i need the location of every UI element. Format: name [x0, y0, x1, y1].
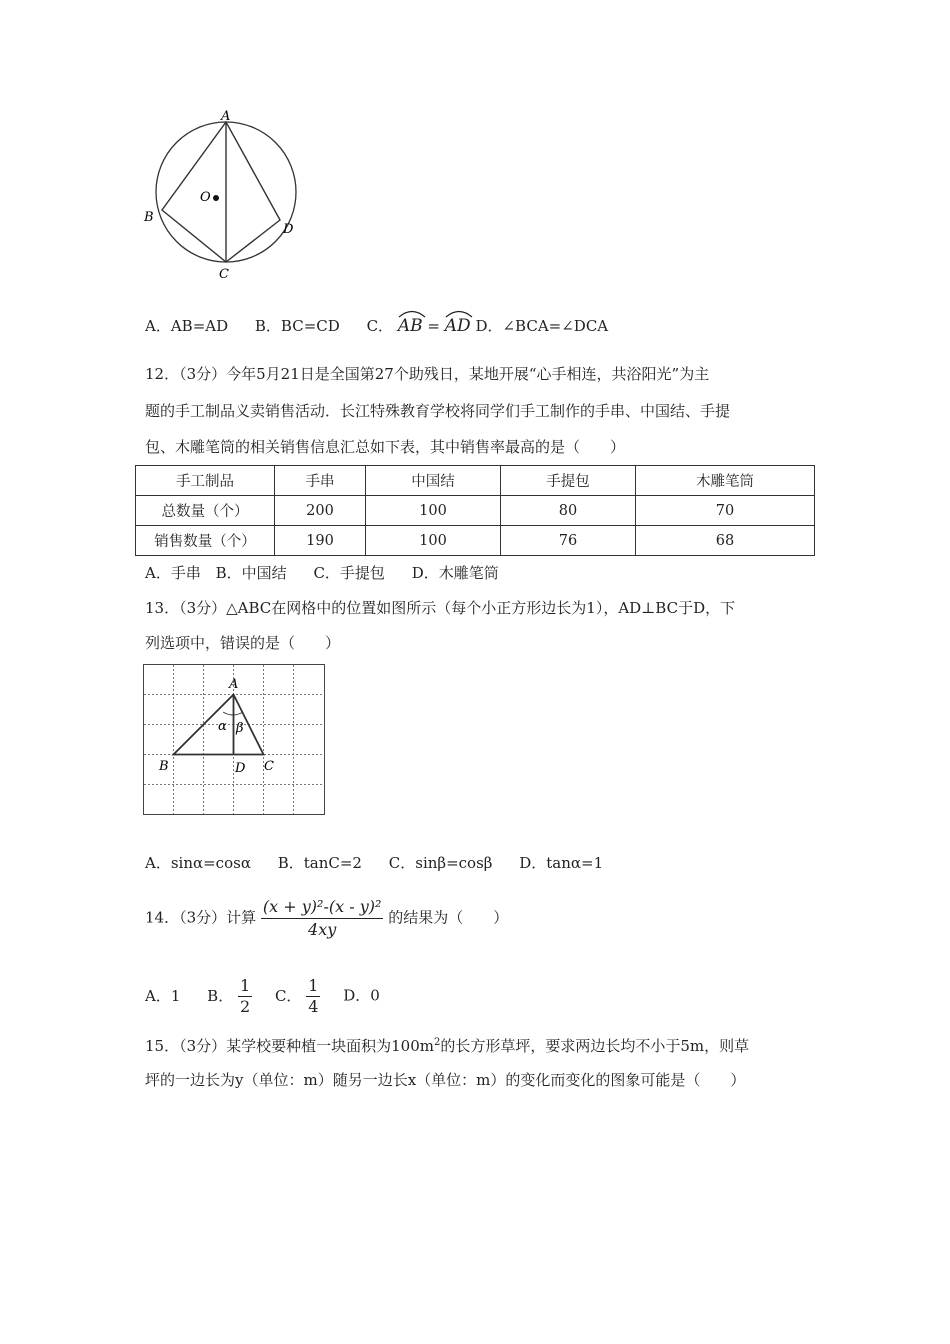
table-header-cell: 木雕笔筒 [636, 466, 815, 496]
table-header-cell: 手串 [275, 466, 366, 496]
table-cell: 70 [636, 496, 815, 526]
q12-option-d[interactable]: D．木雕笔筒 [411, 564, 499, 582]
table-cell: 190 [275, 526, 366, 556]
q11-option-b[interactable]: B．BC=CD [254, 317, 340, 335]
q13-option-a[interactable]: A．sinα=cosα [145, 854, 251, 872]
label-b: B [144, 210, 154, 225]
grid-figure [143, 664, 326, 816]
table-header-row [136, 466, 815, 496]
q15-superscript: 2 [434, 1037, 441, 1048]
q12-option-a[interactable]: A．手串 [145, 564, 201, 582]
q15-line-2: 坪的一边长为y（单位：m）随另一边长x（单位：m）的变化而变化的图象可能是（ ） [145, 1071, 746, 1089]
q11-option-c[interactable]: C． AB = AD [367, 317, 476, 335]
table-row [136, 496, 815, 526]
arc-ad: AD [444, 316, 471, 336]
table-cell: 100 [366, 526, 501, 556]
label-alpha: α [218, 719, 227, 734]
q13-option-b[interactable]: B．tanC=2 [277, 854, 362, 872]
table-header-cell: 手提包 [501, 466, 636, 496]
q12-line-1: 12．（3分）今年5月21日是全国第27个助残日，某地开展“心手相连，共浴阳光”为主 [145, 365, 710, 383]
label-d: D [235, 761, 246, 776]
arc-ab: AB [397, 316, 423, 336]
label-a: A [229, 677, 239, 692]
q14-question [145, 896, 508, 941]
q12-options [145, 563, 521, 583]
q12-option-c[interactable]: C．手提包 [313, 564, 385, 582]
quadrilateral-abcd [162, 122, 280, 262]
q15-line-1: 15．（3分）某学校要种植一块面积为$100m^2$的长方形草坪，要求两边长均不小于5m，则草 [145, 1037, 750, 1055]
q12-option-b[interactable]: B．中国结 [215, 564, 287, 582]
table-cell: 销售数量（个） [136, 526, 275, 556]
table-row [136, 526, 815, 556]
q14-numerator: (x + y)²-(x - y)² [261, 896, 383, 919]
q11-option-d[interactable]: D．∠BCA=∠DCA [475, 317, 609, 335]
q13-option-c[interactable]: C．sinβ=cosβ [388, 854, 493, 872]
table-cell: 总数量（个） [136, 496, 275, 526]
table-header-cell: 中国结 [366, 466, 501, 496]
table-cell: 76 [501, 526, 636, 556]
circle-figure [140, 108, 310, 283]
q12-line-2: 题的手工制品义卖销售活动．长江特殊教育学校将同学们手工制作的手串、中国结、手提 [145, 402, 731, 420]
q14-options [145, 976, 380, 1017]
q14-fraction [261, 896, 383, 941]
label-c: C [219, 267, 229, 282]
label-c: C [264, 759, 274, 774]
label-beta: β [236, 721, 244, 736]
table-cell: 68 [636, 526, 815, 556]
q14-option-a[interactable]: A．1 [145, 986, 181, 1005]
q14-prefix: 14．（3分）计算 [145, 908, 257, 927]
table-header-cell: 手工制品 [136, 466, 275, 496]
q13-options [145, 853, 625, 873]
center-dot [213, 195, 219, 201]
q12-line-3: 包、木雕笔筒的相关销售信息汇总如下表，其中销售率最高的是（ ） [145, 438, 626, 456]
q13-line-1: 13．（3分）△ABC在网格中的位置如图所示（每个小正方形边长为1），AD⊥BC于D，下 [145, 599, 736, 617]
label-d: D [283, 222, 294, 237]
q14-option-c[interactable]: C． $\frac{1}{4}$ [274, 976, 319, 1016]
q14-suffix: 的结果为（ ） [388, 908, 509, 927]
label-b: B [159, 759, 169, 774]
table-cell: 80 [501, 496, 636, 526]
q11-options [145, 316, 608, 336]
table-cell: 200 [275, 496, 366, 526]
q11-option-a[interactable]: A．AB=AD [145, 317, 229, 335]
sales-table [135, 465, 815, 556]
q13-line-2: 列选项中，错误的是（ ） [145, 634, 341, 652]
label-a: A [221, 109, 231, 124]
table-cell: 100 [366, 496, 501, 526]
q14-option-d[interactable]: D．0 [343, 986, 380, 1005]
label-o: O [200, 190, 211, 205]
q13-option-d[interactable]: D．tanα=1 [519, 854, 604, 872]
q14-option-b[interactable]: B． $\frac{1}{2}$ [207, 976, 251, 1016]
q14-denominator: 4xy [308, 920, 337, 939]
